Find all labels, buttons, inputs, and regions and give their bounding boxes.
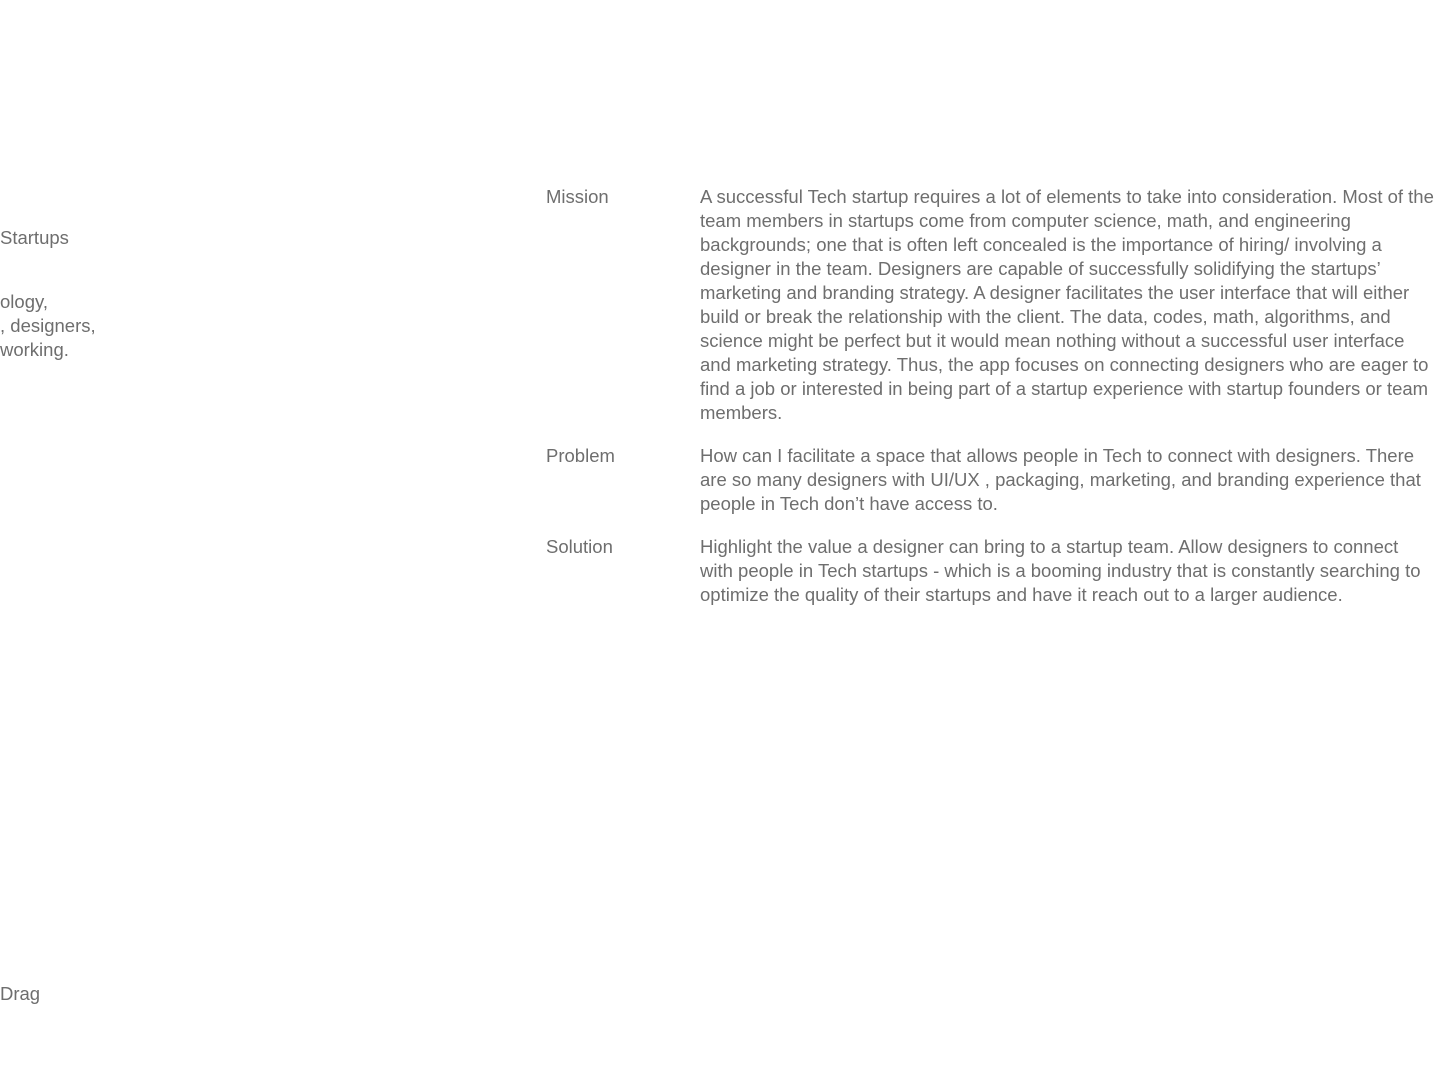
mission-text: A successful Tech startup requires a lot of elements to take into consideration. Most of the team members in startups come from computer science, math, and engineering backgrounds; one that is often left concealed is the importance of hiring/ involving a designer in the team. Designers are capable of successfully solidifying the startups’ marketing and branding strategy. A designer facilitates the user interface that will either build or break the relationship with the client. The data, codes, math, algorithms, and science might be perfect but it would mean nothing without a successful user interface and marketing strategy. Thus, the app focuses on connecting designers who are eager to find a job or interested in being part of a startup experience with startup founders or team members.	[700, 186, 1434, 423]
project-info	[546, 185, 1436, 626]
solution-label: Solution	[546, 536, 613, 557]
drag-hint	[0, 982, 110, 1006]
drag-label: Drag	[0, 983, 41, 1004]
mission-label: Mission	[546, 186, 609, 207]
problem-row	[546, 444, 1436, 516]
problem-label: Problem	[546, 445, 615, 466]
left-desc-line-3: working.	[0, 339, 69, 360]
mission-row	[546, 185, 1436, 425]
left-panel-description	[0, 290, 110, 362]
left-panel-title	[0, 226, 110, 250]
left-title-text: Startups	[0, 227, 69, 248]
left-desc-line-1: ology,	[0, 291, 48, 312]
problem-text: How can I facilitate a space that allows people in Tech to connect with designers. There are so many designers with UI/UX , packaging, marketing, and branding experience that people in Tech don’t have access to.	[700, 445, 1421, 514]
solution-row	[546, 535, 1436, 607]
left-desc-line-2: , designers,	[0, 315, 96, 336]
solution-text: Highlight the value a designer can bring to a startup team. Allow designers to connect with people in Tech startups - which is a booming industry that is constantly searching to optimize the quality of their startups and have it reach out to a larger audience.	[700, 536, 1421, 605]
